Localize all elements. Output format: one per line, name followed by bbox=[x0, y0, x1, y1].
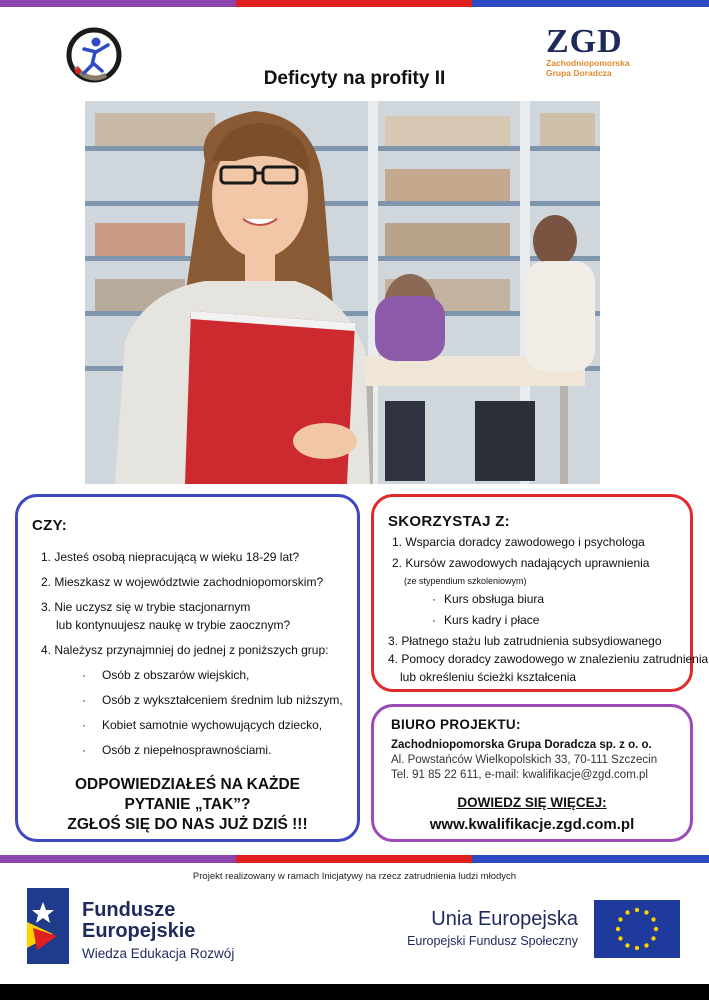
benefit-4-line1: 4. Pomocy doradcy zawodowego w znalezieniu zatrudnienia bbox=[388, 652, 709, 666]
cta-line1: ODPOWIEDZIAŁEŚ NA KAŻDE bbox=[74, 776, 301, 793]
bar-segment-blue bbox=[472, 0, 709, 7]
office-org: Zachodniopomorska Grupa Doradcza sp. z o. o. bbox=[391, 739, 652, 751]
fe-line1: Fundusze bbox=[82, 899, 176, 921]
eu-star-icon bbox=[654, 927, 658, 931]
question-3-line1: 3. Nie uczysz się w trybie stacjonarnym bbox=[41, 600, 251, 614]
eu-flag-icon bbox=[594, 900, 680, 958]
group-item: Osób z niepełnosprawnościami. bbox=[102, 743, 272, 757]
benefits-heading: SKORZYSTAJ Z: bbox=[388, 513, 510, 530]
bar-segment-red bbox=[236, 855, 472, 863]
website-link[interactable]: www.kwalifikacje.zgd.com.pl bbox=[429, 816, 635, 833]
footer-color-bar bbox=[0, 855, 709, 863]
learn-more-label: DOWIEDZ SIĘ WIĘCEJ: bbox=[457, 795, 607, 810]
course-2: Kurs kadry i płace bbox=[444, 613, 540, 627]
office-contact: Tel. 91 85 22 611, e-mail: kwalifikacje@zgd.com.pl bbox=[391, 769, 648, 781]
bullet-icon: · bbox=[82, 693, 86, 707]
fundusze-europejskie-logo-icon bbox=[27, 888, 69, 964]
eu-star-icon bbox=[616, 927, 620, 931]
zgd-logo-letters: ZGD bbox=[546, 23, 623, 60]
eu-text bbox=[390, 908, 578, 948]
benefit-1: 1. Wsparcia doradcy zawodowego i psychologa bbox=[392, 535, 645, 549]
zgd-logo-line1: Zachodniopomorska bbox=[546, 58, 630, 68]
bar-segment-blue bbox=[472, 855, 709, 863]
eu-star-icon bbox=[625, 910, 629, 914]
bullet-icon: · bbox=[432, 613, 436, 627]
bar-segment-red bbox=[236, 0, 472, 7]
office-heading: BIURO PROJEKTU: bbox=[391, 717, 521, 732]
group-item: Osób z obszarów wiejskich, bbox=[102, 668, 250, 682]
eligibility-heading: CZY: bbox=[32, 517, 68, 534]
benefit-4-line2: lub określeniu ścieżki kształcenia bbox=[400, 670, 577, 684]
benefit-2: 2. Kursów zawodowych nadających uprawnienia bbox=[392, 556, 650, 570]
benefits-box bbox=[371, 494, 709, 692]
page-title: Deficyty na profity II bbox=[263, 68, 446, 89]
eligibility-box bbox=[15, 494, 360, 842]
eu-star-icon bbox=[625, 943, 629, 947]
bullet-icon: · bbox=[82, 668, 86, 682]
bullet-icon: · bbox=[82, 718, 86, 732]
fe-line3: Wiedza Edukacja Rozwój bbox=[82, 946, 235, 961]
fundusze-europejskie-text bbox=[82, 900, 234, 961]
bullet-icon: · bbox=[82, 743, 86, 757]
question-4: 4. Należysz przynajmniej do jednej z poniższych grup: bbox=[41, 643, 329, 657]
group-item: Kobiet samotnie wychowujących dziecko, bbox=[102, 718, 323, 732]
question-1: 1. Jesteś osobą niepracującą w wieku 18-29 lat? bbox=[41, 550, 300, 564]
benefit-2-note: (ze stypendium szkoleniowym) bbox=[404, 576, 527, 586]
eu-star-icon bbox=[618, 936, 622, 940]
fe-line2: Europejskie bbox=[82, 920, 196, 942]
eu-line1: Unia Europejska bbox=[431, 908, 578, 930]
cta-line2: PYTANIE „TAK”? bbox=[124, 796, 251, 813]
question-2: 2. Mieszkasz w województwie zachodniopomorskim? bbox=[41, 575, 324, 589]
eu-star-icon bbox=[651, 917, 655, 921]
course-1: Kurs obsługa biura bbox=[444, 592, 545, 606]
top-color-bar bbox=[0, 0, 709, 7]
bullet-icon: · bbox=[432, 592, 436, 606]
project-note: Projekt realizowany w ramach Inicjatywy na rzecz zatrudnienia ludzi młodych bbox=[192, 871, 517, 882]
question-3-line2: lub kontynuujesz naukę w trybie zaocznym? bbox=[56, 618, 291, 632]
bottom-black-bar bbox=[0, 984, 709, 1000]
office-address: Al. Powstańców Wielkopolskich 33, 70-111 Szczecin bbox=[391, 754, 658, 766]
bar-segment-purple bbox=[0, 0, 236, 7]
group-item: Osób z wykształceniem średnim lub niższym, bbox=[102, 693, 343, 707]
eu-star-icon bbox=[618, 917, 622, 921]
bar-segment-purple bbox=[0, 855, 236, 863]
eu-line2: Europejski Fundusz Społeczny bbox=[407, 934, 578, 948]
zgd-logo-line2: Grupa Doradcza bbox=[546, 68, 612, 78]
eu-star-icon bbox=[644, 910, 648, 914]
eu-star-icon bbox=[644, 943, 648, 947]
office-box bbox=[371, 704, 693, 842]
eu-star-icon bbox=[635, 946, 639, 950]
hero-photo bbox=[85, 101, 600, 484]
eu-star-icon bbox=[635, 908, 639, 912]
cta-line3: ZGŁOŚ SIĘ DO NAS JUŻ DZIŚ !!! bbox=[67, 816, 308, 833]
eu-star-icon bbox=[651, 936, 655, 940]
benefit-3: 3. Płatnego stażu lub zatrudnienia subsydiowanego bbox=[388, 634, 662, 648]
